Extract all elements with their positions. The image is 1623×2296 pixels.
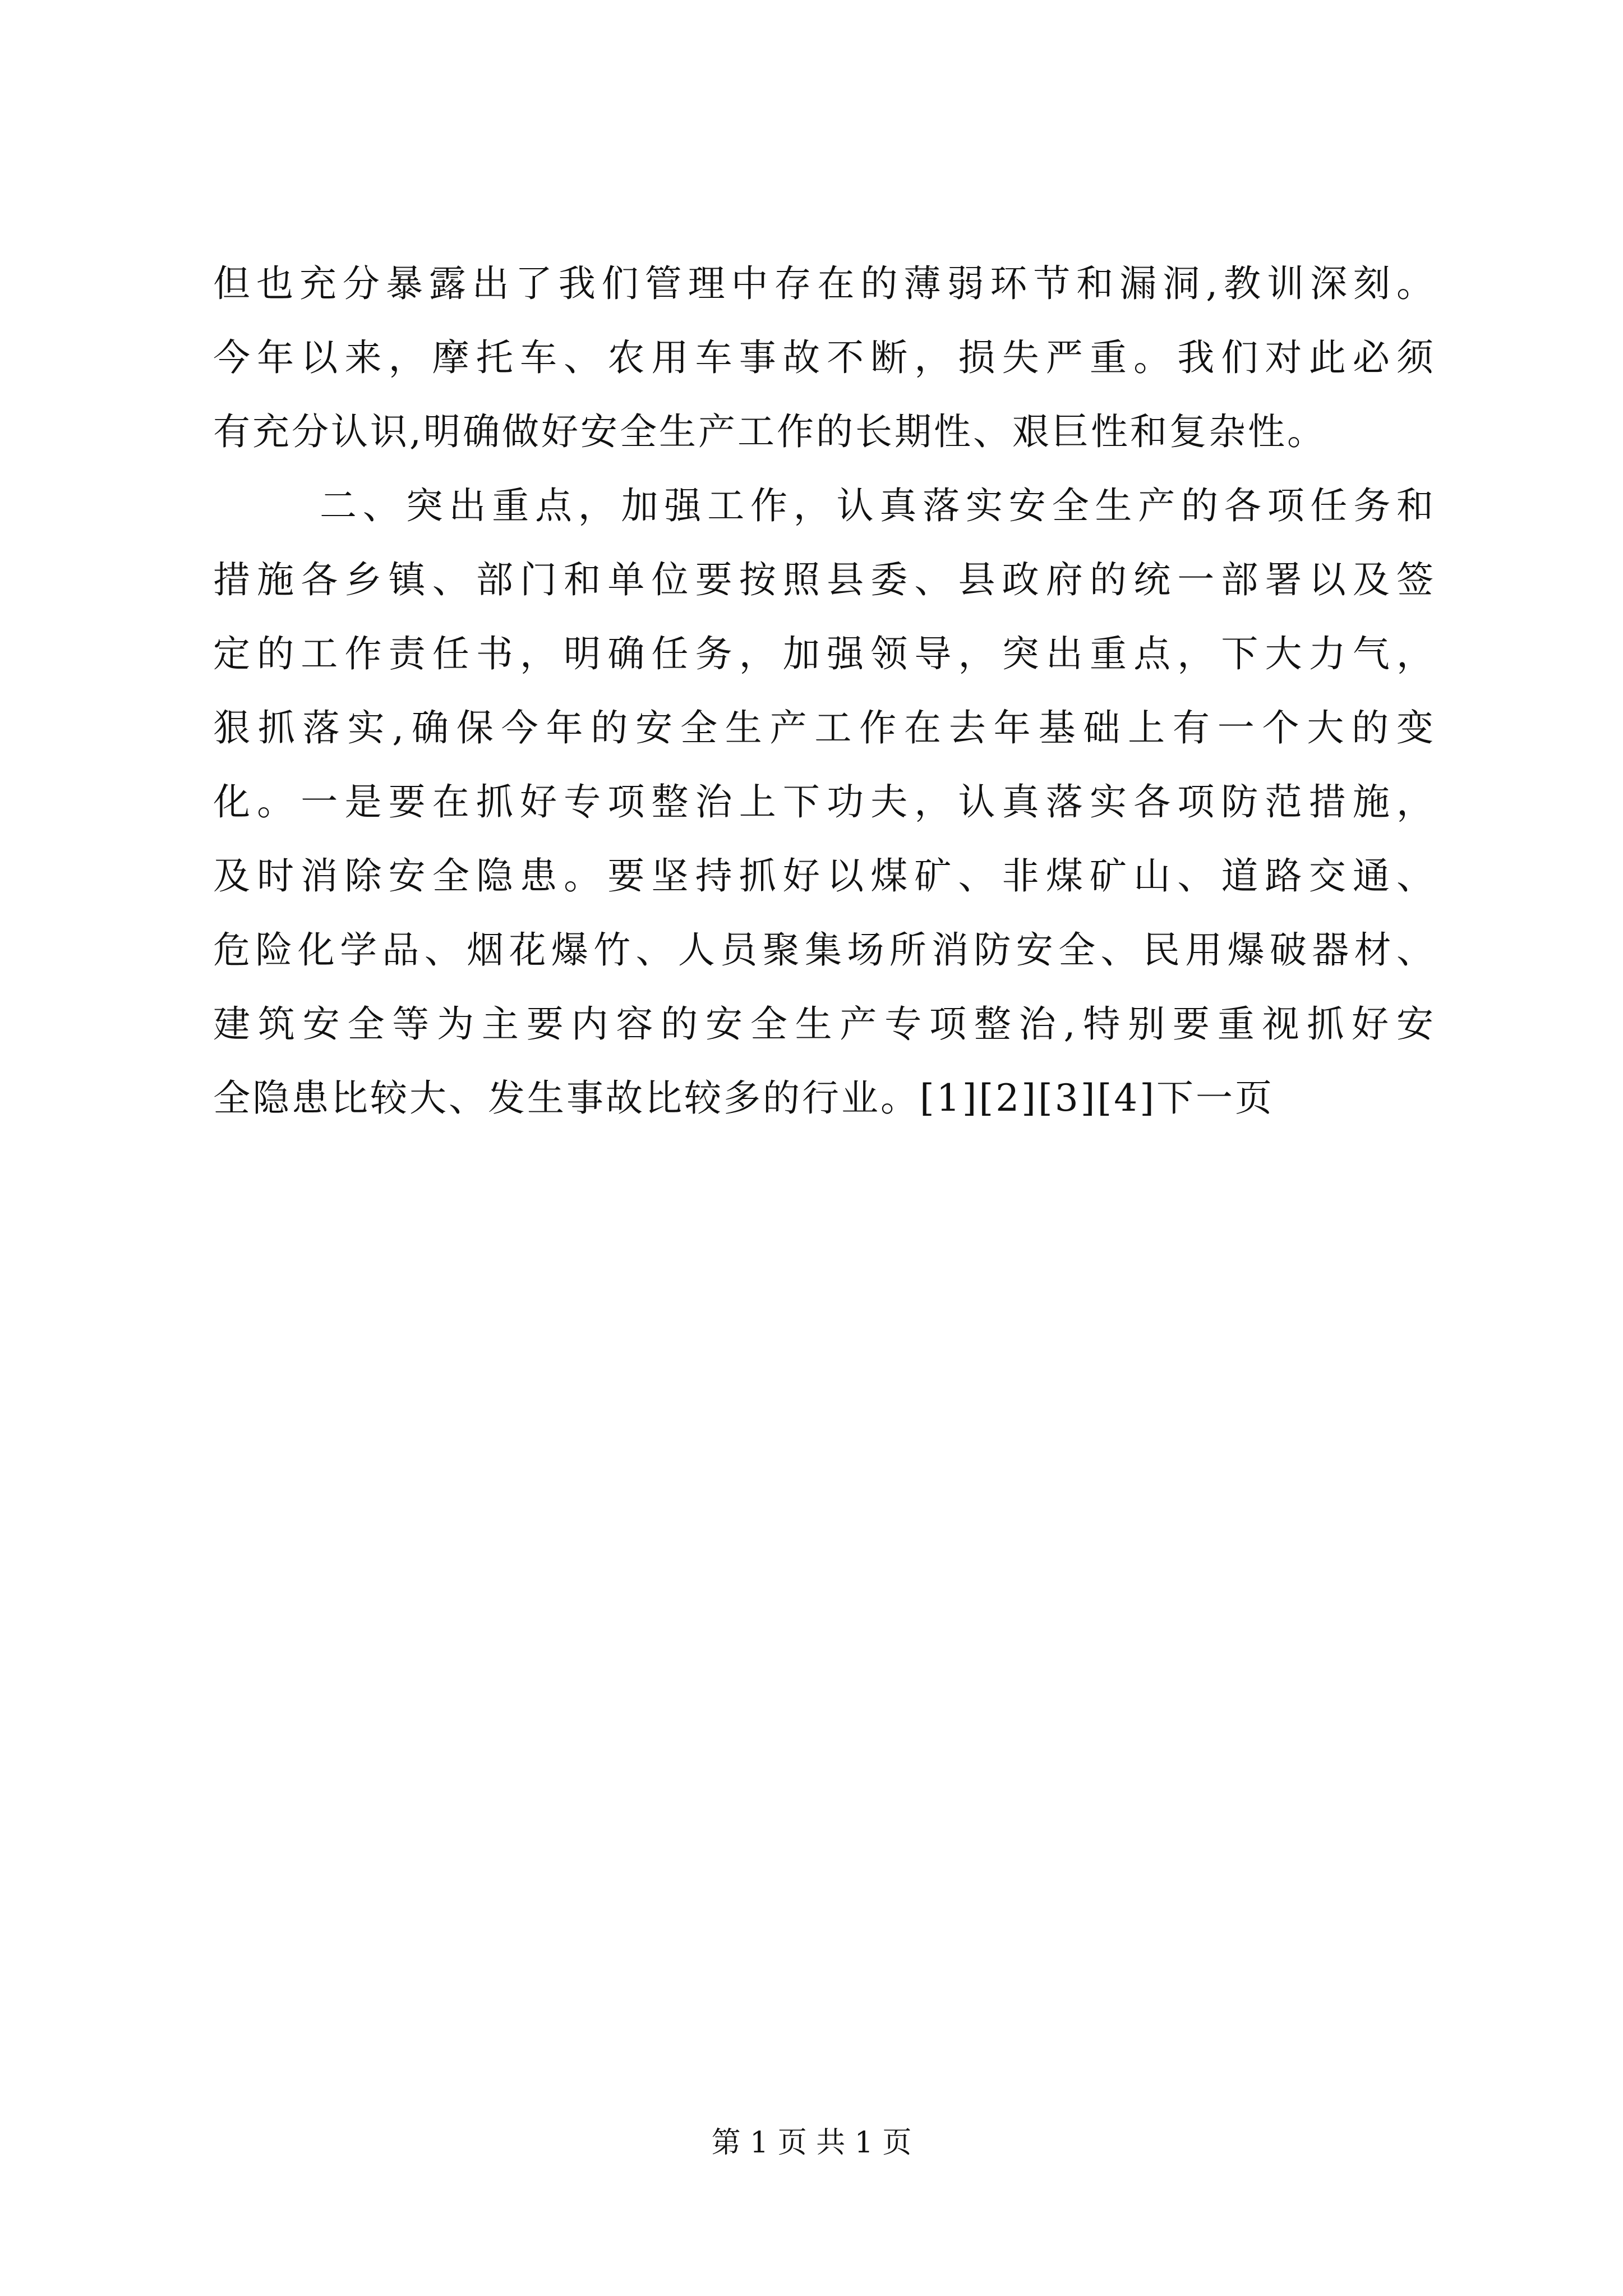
text-line: 化。一是要在抓好专项整治上下功夫，认真落实各项防范措施， [213, 780, 1436, 823]
page-footer: 第 1 页 共 1 页 [711, 2126, 912, 2160]
text-line: 全隐患比较大、发生事故比较多的行业。[1][2][3][4]下一页 [213, 1076, 1274, 1120]
text-line: 措施各乡镇、部门和单位要按照县委、县政府的统一部署以及签 [213, 558, 1436, 601]
text-line: 但也充分暴露出了我们管理中存在的薄弱环节和漏洞,教训深刻。 [213, 262, 1436, 305]
text-line: 二、突出重点，加强工作，认真落实安全生产的各项任务和 [320, 484, 1436, 527]
text-line: 及时消除安全隐患。要坚持抓好以煤矿、非煤矿山、道路交通、 [213, 854, 1436, 898]
text-line: 今年以来，摩托车、农用车事故不断，损失严重。我们对此必须 [213, 336, 1436, 379]
text-line: 狠抓落实,确保今年的安全生产工作在去年基础上有一个大的变 [213, 706, 1436, 749]
text-line: 有充分认识,明确做好安全生产工作的长期性、艰巨性和复杂性。 [213, 410, 1326, 453]
text-line: 建筑安全等为主要内容的安全生产专项整治,特别要重视抓好安 [213, 1002, 1436, 1046]
body-text [213, 258, 1436, 1147]
text-line: 定的工作责任书，明确任务，加强领导，突出重点，下大力气， [213, 632, 1436, 675]
text-line: 危险化学品、烟花爆竹、人员聚集场所消防安全、民用爆破器材、 [213, 928, 1436, 972]
